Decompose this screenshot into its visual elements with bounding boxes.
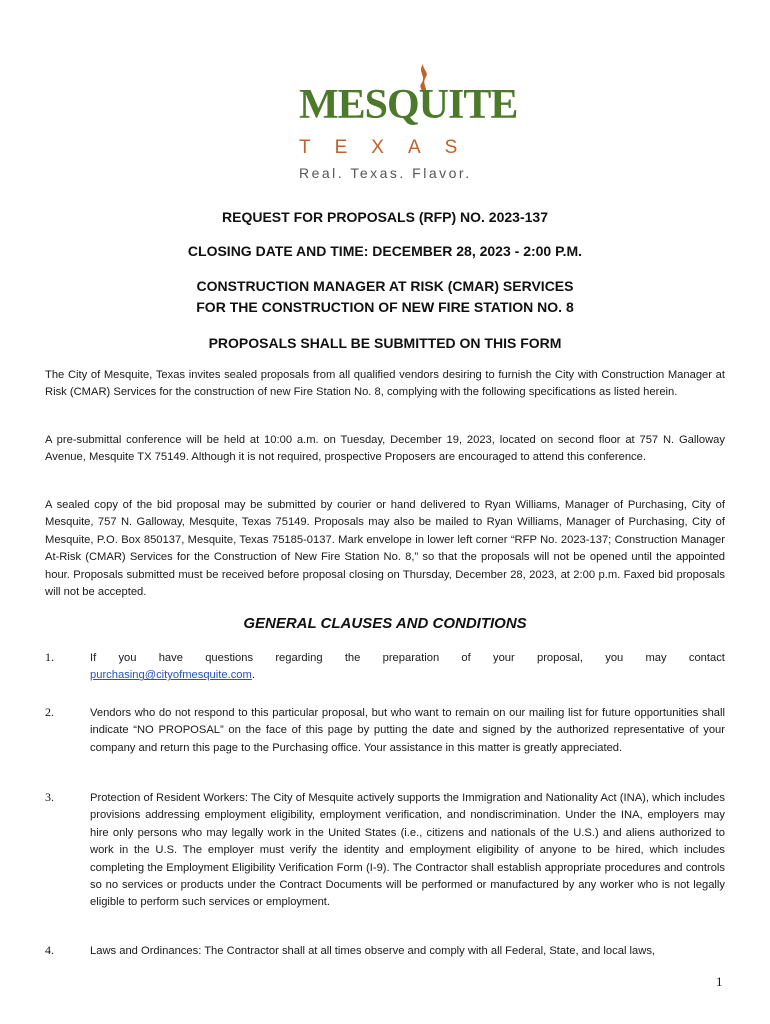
clause-1-word: you [118,652,137,664]
clause-1-word: contact [688,652,725,664]
clause-1-line [90,650,725,667]
service-heading-line2: FOR THE CONSTRUCTION OF NEW FIRE STATION NO. 8 [196,299,574,315]
clause-3: Protection of Resident Workers: The City of Mesquite actively supports the Immigration and Nationality Act (INA), which includes provisions addressing employment eligibility, employment verification, and nondiscrimination. Under the INA, employers may hire only persons who may legally work in the United States (i.e., citizens and nationals of the U.S.) and aliens authorized to work in the U.S. The employer must verify the identity and employment eligibility of anyone to be hired, which includes completing the Employment Eligibility Verification Form (I-9). The Contractor shall establish appropriate procedures and controls so no services or products under the Contract Documents will be performed or manufactured by any worker who is not legally eligible to perform such services or employment. [90,792,725,909]
clause-1-word: the [344,652,361,664]
intro-paragraph: The City of Mesquite, Texas invites sealed proposals from all qualified vendors desiring to furnish the City with Construction Manager at Risk (CMAR) Services for the construction of new Fire Station No. 8, complying with the following specifications as listed herein. [45,369,725,399]
clause-4: Laws and Ordinances: The Contractor shall at all times observe and comply with all Federal, State, and local laws, [90,945,656,957]
rfp-title: REQUEST FOR PROPOSALS (RFP) NO. 2023-137 [222,209,548,225]
clause-number: 4. [45,943,54,957]
logo-tagline: Real. Texas. Flavor. [299,165,472,181]
clause-1-word: may [645,652,667,664]
clause-1-word: If [90,652,97,664]
page-number: 1 [716,974,723,989]
purchasing-email-link[interactable]: purchasing@cityofmesquite.com [90,669,252,682]
clause-number: 3. [45,790,54,804]
submission-paragraph: A sealed copy of the bid proposal may be submitted by courier or hand delivered to Ryan Williams, Manager of Purchasing, City of Mesquite, 757 N. Galloway, Mesquite, Texas 75149. Proposals may also be mailed to Ryan Williams, Manager of Purchasing, City of Mesquite, P.O. Box 850137, Mesquite, Texas 75185-0137. Mark envelope in lower left corner “RFP No. 2023-137; Construction Manager At-Risk (CMAR) Services for the Construction of New Fire Station No. 8,” so that the proposals will not be opened until the appointed hour. Proposals submitted must be received before proposal closing on Thursday, December 28, 2023, at 2:00 p.m. Faxed bid proposals will not be accepted. [45,499,725,599]
clause-1-word: proposal, [536,652,583,664]
clause-1-word: regarding [275,652,323,664]
clause-1-word: questions [205,652,254,664]
clause-1 [90,650,725,685]
clause-1-word: you [605,652,624,664]
clause-1-word: your [492,652,515,664]
clause-1-word: have [158,652,183,664]
clause-1-word: of [461,652,471,664]
clause-2: Vendors who do not respond to this particular proposal, but who want to remain on our mailing list for future opportunities shall indicate “NO PROPOSAL” on the face of this page by putting the date and signed by the authorized representative of your company and return this page to the Purchasing office. Your assistance in this matter is greatly appreciated. [90,707,725,754]
clause-1-trail: . [251,669,255,682]
conference-paragraph: A pre-submittal conference will be held at 10:00 a.m. on Tuesday, December 19, 2023, located on second floor at 757 N. Galloway Avenue, Mesquite TX 75149. Although it is not required, prospective Proposers are encouraged to attend this conference. [45,434,725,464]
clause-number: 1. [45,650,54,664]
service-heading-line1: CONSTRUCTION MANAGER AT RISK (CMAR) SERVICES [196,278,574,294]
closing-date-heading: CLOSING DATE AND TIME: DECEMBER 28, 2023 - 2:00 P.M. [187,243,583,259]
clause-1-contact [90,667,725,684]
clause-number: 2. [45,705,54,719]
section-title: GENERAL CLAUSES AND CONDITIONS [243,615,527,632]
logo-wordmark: MESQUITE [299,82,518,128]
logo-state: TEXAS [299,137,482,158]
city-logo [295,62,518,186]
clause-1-word: preparation [382,652,440,664]
submission-heading: PROPOSALS SHALL BE SUBMITTED ON THIS FORM [208,335,562,351]
